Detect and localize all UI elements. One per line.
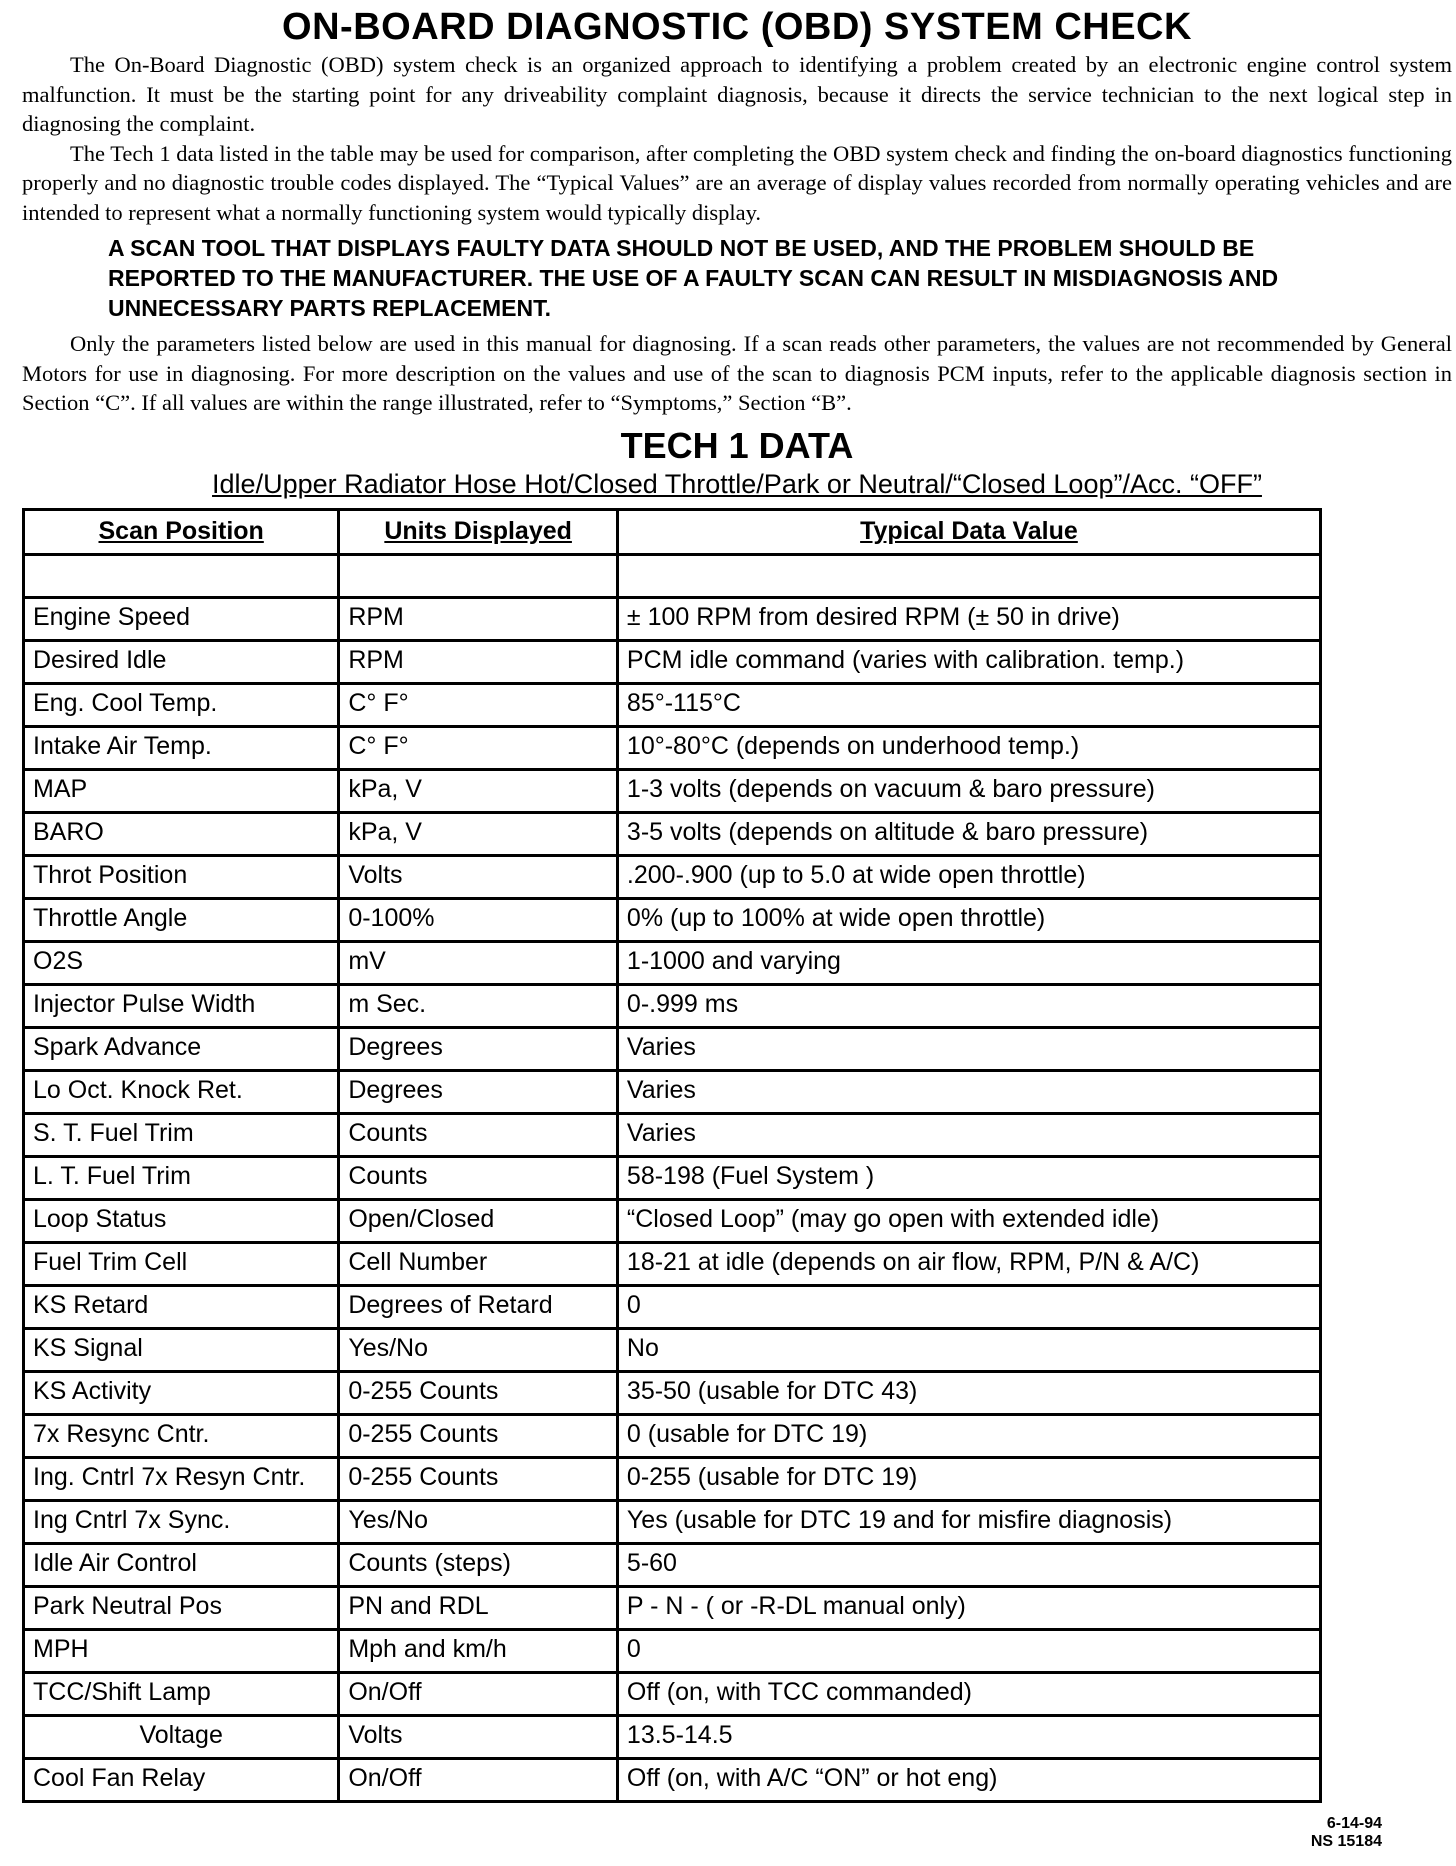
tech1-data-table — [22, 508, 1322, 1803]
scan-position-cell: L. T. Fuel Trim — [24, 1156, 339, 1199]
scan-position-cell: Idle Air Control — [24, 1543, 339, 1586]
units-displayed-cell: Counts (steps) — [339, 1543, 618, 1586]
warning-notice: A SCAN TOOL THAT DISPLAYS FAULTY DATA SHOULD NOT BE USED, AND THE PROBLEM SHOULD BE REPORTED TO THE MANUFACTURER. THE USE OF A FAULTY SCAN CAN RESULT IN MISDIAGNOSIS AND UNNECESSARY PARTS REPLACEMENT. — [108, 235, 1279, 321]
table-row — [24, 1199, 1321, 1242]
units-displayed-cell: Cell Number — [339, 1242, 618, 1285]
section-title: TECH 1 DATA — [620, 424, 854, 466]
column-header-units-displayed: Units Displayed — [339, 509, 618, 554]
table-row — [24, 769, 1321, 812]
scan-position-cell: Voltage — [24, 1715, 339, 1758]
units-displayed-cell: Degrees — [339, 1070, 618, 1113]
scan-position-cell: Loop Status — [24, 1199, 339, 1242]
units-displayed-cell: Open/Closed — [339, 1199, 618, 1242]
table-row — [24, 1758, 1321, 1801]
table-row — [24, 1500, 1321, 1543]
table-row — [24, 855, 1321, 898]
units-displayed-cell: Yes/No — [339, 1500, 618, 1543]
typical-data-value-cell: No — [617, 1328, 1320, 1371]
table-row — [24, 1672, 1321, 1715]
typical-data-value-cell: 18-21 at idle (depends on air flow, RPM, P/N & A/C) — [617, 1242, 1320, 1285]
table-row — [24, 683, 1321, 726]
scan-position-cell: Throt Position — [24, 855, 339, 898]
typical-data-value-cell: Off (on, with A/C “ON” or hot eng) — [617, 1758, 1320, 1801]
units-displayed-cell: Degrees — [339, 1027, 618, 1070]
units-displayed-cell: kPa, V — [339, 812, 618, 855]
typical-data-value-cell: 5-60 — [617, 1543, 1320, 1586]
units-displayed-cell: RPM — [339, 640, 618, 683]
scan-position-cell: BARO — [24, 812, 339, 855]
scan-position-cell: Park Neutral Pos — [24, 1586, 339, 1629]
table-row — [24, 1328, 1321, 1371]
units-displayed-cell: Volts — [339, 1715, 618, 1758]
table-row — [24, 1027, 1321, 1070]
section-subtitle: Idle/Upper Radiator Hose Hot/Closed Throttle/Park or Neutral/“Closed Loop”/Acc. “OFF” — [212, 468, 1262, 499]
document-page — [22, 0, 1452, 1803]
table-row — [24, 1457, 1321, 1500]
scan-position-cell: S. T. Fuel Trim — [24, 1113, 339, 1156]
table-row — [24, 1113, 1321, 1156]
units-displayed-cell: Degrees of Retard — [339, 1285, 618, 1328]
typical-data-value-cell: 0 — [617, 1629, 1320, 1672]
table-row — [24, 984, 1321, 1027]
tech1-paragraph: The Tech 1 data listed in the table may be used for comparison, after completing the OBD system check and finding the on-board diagnostics functioning properly and no diagnostic trouble codes displayed. The “Typical Values” are an average of display values recorded from normally operating vehicles and are intended to represent what a normally functioning system would typically display. — [22, 140, 1452, 225]
typical-data-value-cell: 1-1000 and varying — [617, 941, 1320, 984]
table-row — [24, 1586, 1321, 1629]
intro-paragraph: The On-Board Diagnostic (OBD) system check is an organized approach to identifying a problem created by an electronic engine control system malfunction. It must be the starting point for any driveability complaint diagnosis, because it directs the service technician to the next logical step in diagnosing the complaint. — [22, 52, 1452, 136]
units-displayed-cell: 0-255 Counts — [339, 1457, 618, 1500]
units-displayed-cell: Counts — [339, 1113, 618, 1156]
scan-position-cell: KS Retard — [24, 1285, 339, 1328]
table-header-row — [24, 509, 1321, 554]
scan-position-cell: Desired Idle — [24, 640, 339, 683]
typical-data-value-cell: 1-3 volts (depends on vacuum & baro pressure) — [617, 769, 1320, 812]
units-displayed-cell: Mph and km/h — [339, 1629, 618, 1672]
table-spacer-row — [24, 554, 1321, 597]
typical-data-value-cell: 0 — [617, 1285, 1320, 1328]
typical-data-value-cell: ± 100 RPM from desired RPM (± 50 in drive) — [617, 597, 1320, 640]
units-displayed-cell: Volts — [339, 855, 618, 898]
table-row — [24, 1156, 1321, 1199]
table-row — [24, 1070, 1321, 1113]
footer — [1311, 1815, 1382, 1851]
table-row — [24, 1414, 1321, 1457]
typical-data-value-cell: Off (on, with TCC commanded) — [617, 1672, 1320, 1715]
typical-data-value-cell: 0% (up to 100% at wide open throttle) — [617, 898, 1320, 941]
typical-data-value-cell: 0-255 (usable for DTC 19) — [617, 1457, 1320, 1500]
scan-position-cell: KS Signal — [24, 1328, 339, 1371]
table-row — [24, 597, 1321, 640]
typical-data-value-cell: .200-.900 (up to 5.0 at wide open throttle) — [617, 855, 1320, 898]
units-displayed-cell: PN and RDL — [339, 1586, 618, 1629]
scan-position-cell: Cool Fan Relay — [24, 1758, 339, 1801]
scan-position-cell: Eng. Cool Temp. — [24, 683, 339, 726]
units-displayed-cell: Yes/No — [339, 1328, 618, 1371]
scan-position-cell: MPH — [24, 1629, 339, 1672]
table-row — [24, 1242, 1321, 1285]
scan-position-cell: Fuel Trim Cell — [24, 1242, 339, 1285]
units-displayed-cell: 0-100% — [339, 898, 618, 941]
page-title: ON-BOARD DIAGNOSTIC (OBD) SYSTEM CHECK — [282, 6, 1192, 48]
scan-position-cell: Ing. Cntrl 7x Resyn Cntr. — [24, 1457, 339, 1500]
typical-data-value-cell: P - N - ( or -R-DL manual only) — [617, 1586, 1320, 1629]
typical-data-value-cell: 35-50 (usable for DTC 43) — [617, 1371, 1320, 1414]
table-row — [24, 726, 1321, 769]
typical-data-value-cell: Varies — [617, 1113, 1320, 1156]
table-body — [24, 554, 1321, 1801]
table-row — [24, 1285, 1321, 1328]
table-row — [24, 1543, 1321, 1586]
column-header-typical-data-value: Typical Data Value — [617, 509, 1320, 554]
footer-code: NS 15184 — [1310, 1833, 1382, 1850]
scan-position-cell: KS Activity — [24, 1371, 339, 1414]
typical-data-value-cell: 13.5-14.5 — [617, 1715, 1320, 1758]
scan-position-cell: Engine Speed — [24, 597, 339, 640]
typical-data-value-cell: 10°-80°C (depends on underhood temp.) — [617, 726, 1320, 769]
scan-position-cell: Spark Advance — [24, 1027, 339, 1070]
typical-data-value-cell: “Closed Loop” (may go open with extended idle) — [617, 1199, 1320, 1242]
scan-position-cell: Ing Cntrl 7x Sync. — [24, 1500, 339, 1543]
typical-data-value-cell: 0-.999 ms — [617, 984, 1320, 1027]
table-row — [24, 1715, 1321, 1758]
table-row — [24, 941, 1321, 984]
table-row — [24, 898, 1321, 941]
scan-position-cell: Throttle Angle — [24, 898, 339, 941]
table-row — [24, 812, 1321, 855]
scan-position-cell: Intake Air Temp. — [24, 726, 339, 769]
scan-position-cell: TCC/Shift Lamp — [24, 1672, 339, 1715]
typical-data-value-cell: 0 (usable for DTC 19) — [617, 1414, 1320, 1457]
scan-position-cell: Injector Pulse Width — [24, 984, 339, 1027]
footer-date: 6-14-94 — [1326, 1815, 1382, 1832]
table-row — [24, 1371, 1321, 1414]
units-displayed-cell: kPa, V — [339, 769, 618, 812]
typical-data-value-cell: 58-198 (Fuel System ) — [617, 1156, 1320, 1199]
typical-data-value-cell: 3-5 volts (depends on altitude & baro pressure) — [617, 812, 1320, 855]
units-displayed-cell: On/Off — [339, 1672, 618, 1715]
parameters-paragraph: Only the parameters listed below are used in this manual for diagnosing. If a scan reads other parameters, the values are not recommended by General Motors for use in diagnosing. For more description on the values and use of the scan to diagnosis PCM inputs, refer to the applicable diagnosis section in Section “C”. If all values are within the range illustrated, refer to “Symptoms,” Section “B”. — [22, 331, 1452, 415]
table-row — [24, 1629, 1321, 1672]
scan-position-cell: MAP — [24, 769, 339, 812]
units-displayed-cell: Counts — [339, 1156, 618, 1199]
typical-data-value-cell: 85°-115°C — [617, 683, 1320, 726]
units-displayed-cell: On/Off — [339, 1758, 618, 1801]
scan-position-cell: Lo Oct. Knock Ret. — [24, 1070, 339, 1113]
column-header-scan-position: Scan Position — [24, 509, 339, 554]
typical-data-value-cell: Varies — [617, 1070, 1320, 1113]
units-displayed-cell: C° F° — [339, 683, 618, 726]
table-row — [24, 640, 1321, 683]
units-displayed-cell: RPM — [339, 597, 618, 640]
typical-data-value-cell: PCM idle command (varies with calibration. temp.) — [617, 640, 1320, 683]
units-displayed-cell: 0-255 Counts — [339, 1371, 618, 1414]
units-displayed-cell: m Sec. — [339, 984, 618, 1027]
units-displayed-cell: C° F° — [339, 726, 618, 769]
units-displayed-cell: mV — [339, 941, 618, 984]
typical-data-value-cell: Yes (usable for DTC 19 and for misfire diagnosis) — [617, 1500, 1320, 1543]
typical-data-value-cell: Varies — [617, 1027, 1320, 1070]
units-displayed-cell: 0-255 Counts — [339, 1414, 618, 1457]
scan-position-cell: O2S — [24, 941, 339, 984]
scan-position-cell: 7x Resync Cntr. — [24, 1414, 339, 1457]
